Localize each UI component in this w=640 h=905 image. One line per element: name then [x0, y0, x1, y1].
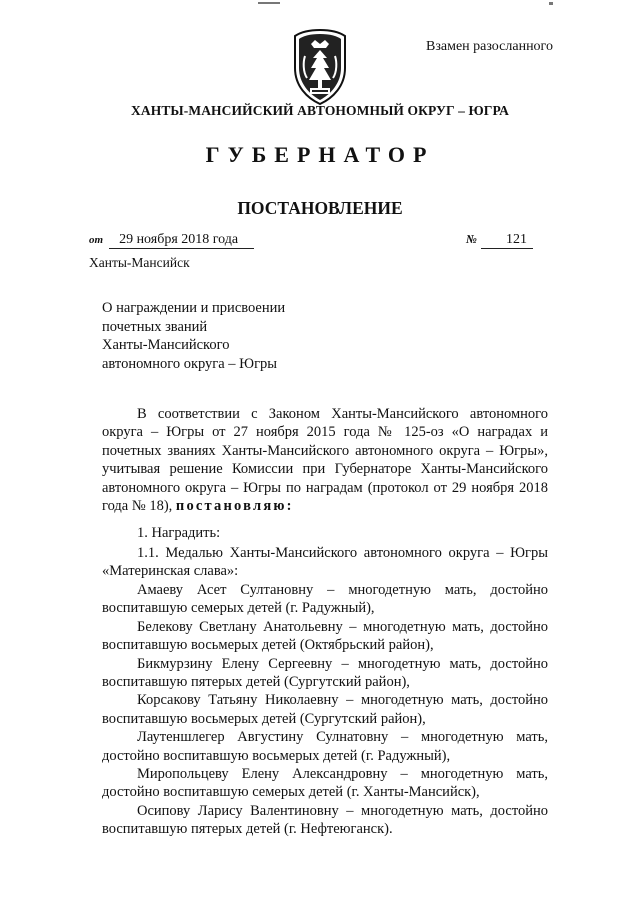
- awardee-item: Корсакову Татьяну Николаевну – многодетную мать, достойно воспитавшую восьмерых детей (Сургутский район),: [102, 692, 548, 727]
- preamble-text: В соответствии с Законом Ханты-Мансийского автономного округа – Югры от 27 ноября 2015 года № 125-оз «О наградах и почетных званиях Ханты-Мансийского автономного округа – Югры», учитывая решение Комиссии при Губернаторе Ханты-Мансийского автономного округа – Югры по наградам (протокол от 29 ноября 2018 года № 18),: [102, 406, 548, 515]
- document-subject: [102, 299, 285, 373]
- date-line: [89, 232, 254, 249]
- scan-mark: [258, 2, 280, 4]
- city-name: Ханты-Мансийск: [89, 255, 190, 270]
- awardee-item: Белекову Светлану Анатольевну – многодетную мать, достойно воспитавшую восьмерых детей (Октябрьский район),: [102, 618, 548, 654]
- awardee-item: Миропольцеву Елену Александровну – многодетную мать, достойно воспитавшую семерых детей (г. Ханты-Мансийск),: [102, 766, 548, 801]
- subsection: [102, 544, 548, 581]
- subject-line: почетных званий: [102, 318, 208, 335]
- awardee-item: Лаутеншлегер Августину Сулнатовну – многодетную мать, достойно воспитавшую восьмерых детей (г. Радужный),: [102, 729, 548, 764]
- scan-mark: [549, 2, 553, 5]
- replacement-stamp: Взамен разосланного: [426, 39, 553, 54]
- awardee-item: Амаеву Асет Султановну – многодетную мать, достойно воспитавшую семерых детей (г. Радужный),: [102, 582, 548, 617]
- subject-line: автономного округа – Югры: [102, 355, 278, 372]
- number-label: №: [466, 232, 477, 246]
- preamble: [102, 405, 548, 515]
- awardee-list: [102, 581, 548, 839]
- date-label: от: [89, 234, 104, 246]
- subject-line: Ханты-Мансийского: [102, 337, 230, 353]
- khmao-coat-of-arms-icon: [289, 28, 351, 106]
- subject-line: О награждении и присвоении: [102, 300, 286, 316]
- document-type-title: ПОСТАНОВЛЕНИЕ: [237, 198, 403, 218]
- resolution-word: постановляю:: [175, 498, 294, 515]
- authority-title: ГУБЕРНАТОР: [205, 142, 435, 167]
- date-value: 29 ноября 2018 года: [109, 232, 254, 249]
- number-value: 121: [481, 232, 533, 249]
- region-title: ХАНТЫ-МАНСИЙСКИЙ АВТОНОМНЫЙ ОКРУГ – ЮГРА: [131, 103, 509, 118]
- awardee-item: Бикмурзину Елену Сергеевну – многодетную мать, достойно воспитавшую пятерых детей (Сургутский район),: [102, 655, 548, 691]
- number-line: [466, 232, 533, 249]
- preamble-paragraph: [102, 405, 548, 515]
- section-heading: 1. Наградить:: [137, 525, 221, 541]
- awardee-item: Осипову Ларису Валентиновну – многодетную мать, достойно воспитавшую пятерых детей (г. Нефтеюганск).: [102, 802, 548, 838]
- subsection-heading: 1.1. Медалью Ханты-Мансийского автономного округа – Югры «Материнская слава»:: [102, 545, 548, 580]
